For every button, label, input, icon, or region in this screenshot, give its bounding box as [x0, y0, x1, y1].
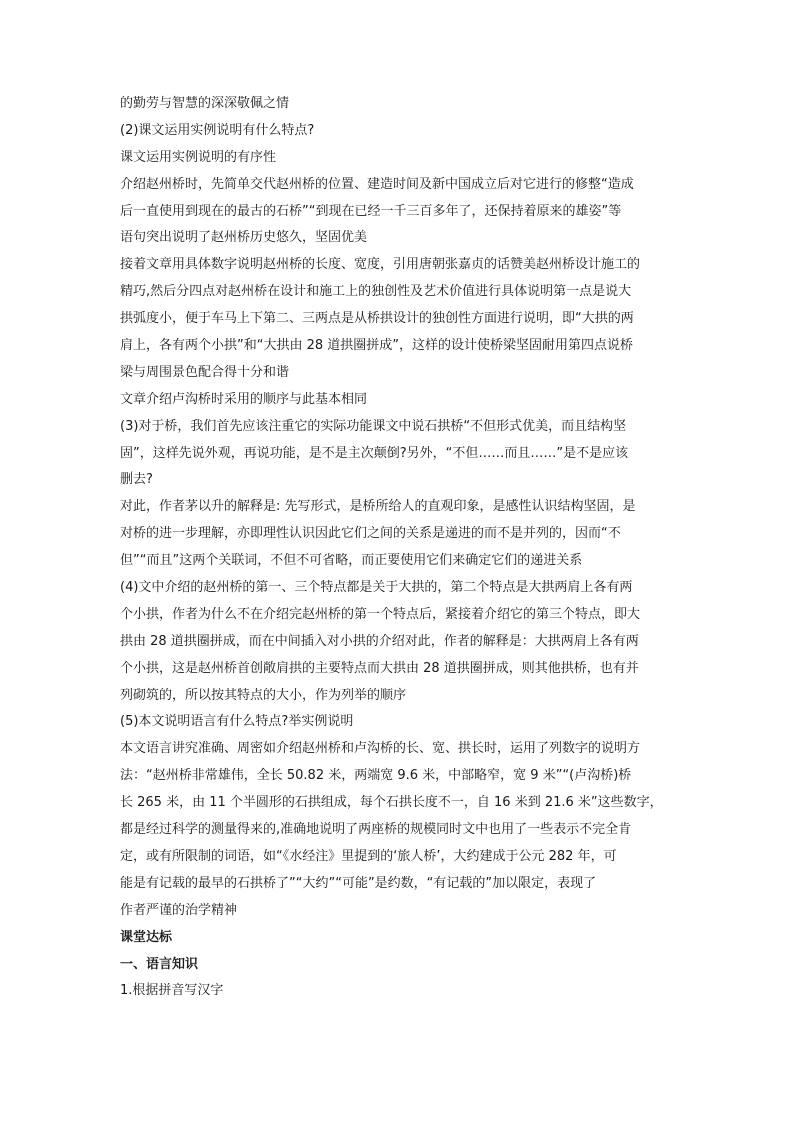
text-line: 肩上，各有两个小拱”和“大拱由 28 道拱圈拼成”，这样的设计使桥梁坚固耐用第四点说桥	[120, 338, 634, 354]
text-line: 介绍赵州桥时，先简单交代赵州桥的位置、建造时间及新中国成立后对它进行的修整“造成	[120, 176, 634, 192]
text-line: 列砌筑的，所以按其特点的大小，作为列举的顺序	[120, 687, 407, 703]
text-line: 对此，作者茅以升的解释是: 先写形式，是桥所给人的直观印象，是感性认识结构坚固，是	[120, 499, 636, 515]
text-line: 个小拱，这是赵州桥首创敞肩拱的主要特点而大拱由 28 道拱圈拼成，则其他拱桥，也有并	[120, 660, 639, 676]
text-line: 精巧,然后分四点对赵州桥在设计和施工上的独创性及艺术价值进行具体说明第一点是说大	[120, 284, 632, 300]
text-line: 固”，这样先说外观，再说功能，是不是主次颠倒?另外，“不但……而且……”是不是应该	[120, 445, 629, 461]
text-line: 课文运用实例说明的有序性	[120, 149, 277, 165]
text-line: 能是有记载的最早的石拱桥了”“大约”“可能”是约数，“有记载的”加以限定，表现了	[120, 875, 597, 891]
question-2-heading: (2)课文运用实例说明有什么特点?	[120, 122, 315, 138]
question-5-heading: (5)本文说明语言有什么特点?举实例说明	[120, 714, 354, 730]
question-3-heading: (3)对于桥，我们首先应该注重它的实际功能课文中说石拱桥“不但形式优美，而且结构坚	[120, 418, 627, 434]
text-line: 文章介绍卢沟桥时采用的顺序与此基本相同	[120, 391, 368, 407]
text-line: 接着文章用具体数字说明赵州桥的长度、宽度，引用唐朝张嘉贞的话赞美赵州桥设计施工的	[120, 257, 641, 273]
text-line: 拱由 28 道拱圈拼成，而在中间插入对小拱的介绍对此，作者的解释是：大拱两肩上各有两	[120, 633, 639, 649]
text-line: 删去?	[120, 472, 153, 488]
section-heading-classroom-practice: 课堂达标	[120, 929, 173, 945]
text-line: 的勤劳与智慧的深深敬佩之情	[120, 96, 290, 111]
text-line: 作者严谨的治学精神	[120, 902, 238, 918]
text-line: 梁与周围景色配合得十分和谐	[120, 364, 290, 380]
text-line: 但”“而且”这两个关联词，不但不可省略，而正要使用它们来确定它们的递进关系	[120, 553, 583, 569]
text-line: 长 265 米，由 11 个半圆形的石拱组成，每个石拱长度不一，自 16 米到 21.6 米”这些数字，	[120, 795, 663, 811]
section-heading-language-knowledge: 一、语言知识	[120, 956, 199, 972]
text-line: 本文语言讲究准确、周密如介绍赵州桥和卢沟桥的长、宽、拱长时，运用了列数字的说明方	[120, 741, 641, 757]
text-line: 拱弧度小，便于车马上下第二、三两点是从桥拱设计的独创性方面进行说明，即“大拱的两	[120, 311, 634, 327]
exercise-1-heading: 1.根据拼音写汉字	[120, 983, 224, 999]
document-body	[120, 91, 680, 1005]
text-line: 定，或有所限制的词语，如“《水经注》里提到的‘旅人桥’，大约建成于公元 282 年，可	[120, 848, 617, 864]
text-line: 后一直使用到现在的最古的石桥”“到现在已经一千三百多年了，还保持着原来的雄姿”等	[120, 203, 622, 219]
text-line: 都是经过科学的测量得来的,准确地说明了两座桥的规模同时文中也用了一些表示不完全肯	[120, 822, 632, 838]
text-line: 对桥的进一步理解，亦即理性认识因此它们之间的关系是递进的而不是并列的，因而“不	[120, 526, 621, 542]
text-line: 法：“赵州桥非常雄伟，全长 50.82 米，两端宽 9.6 米，中部略窄，宽 9 米”“(卢沟桥)桥	[120, 768, 632, 784]
text-line: 语句突出说明了赵州桥历史悠久，坚固优美	[120, 230, 368, 246]
question-4-heading: (4)文中介绍的赵州桥的第一、三个特点都是关于大拱的，第二个特点是大拱两肩上各有两	[120, 580, 633, 596]
text-line: 个小拱，作者为什么不在介绍完赵州桥的第一个特点后，紧接着介绍它的第三个特点，即大	[120, 606, 641, 622]
